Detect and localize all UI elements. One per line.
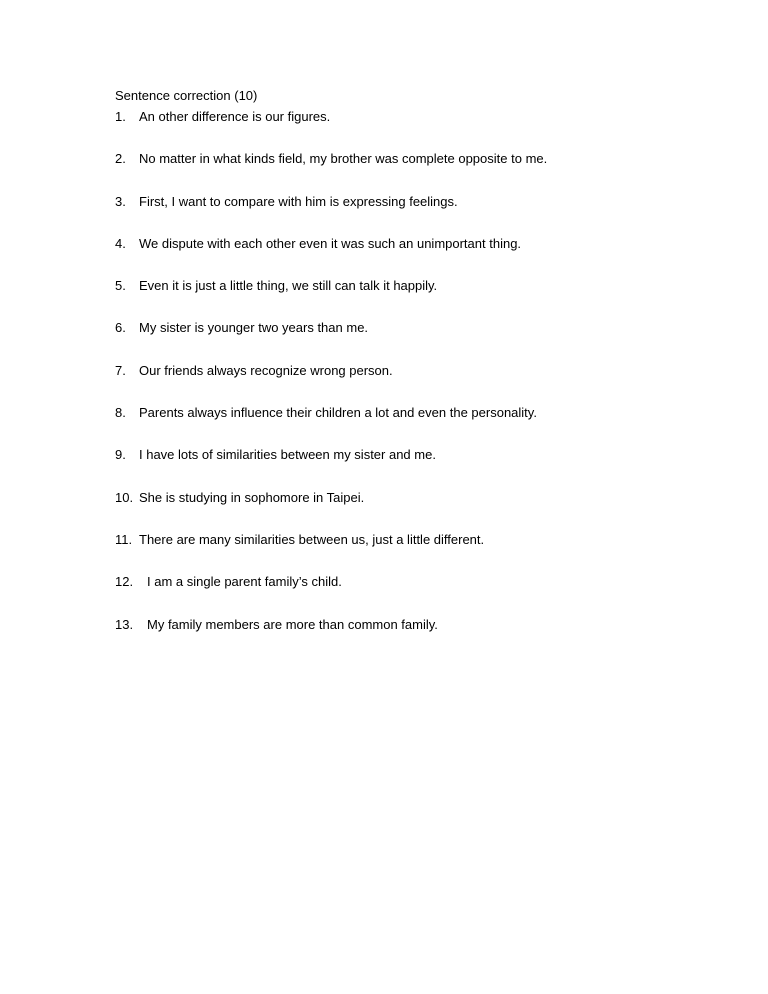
list-item [115,363,735,405]
item-text: There are many similarities between us, just a little different. [139,531,485,547]
sentence-list [115,109,735,659]
list-item [115,617,735,659]
list-item [115,278,735,320]
item-number: 7. [115,362,126,378]
section-heading: Sentence correction (10) [115,88,258,103]
item-number: 10. [115,489,134,505]
list-item [115,109,735,151]
item-text: My family members are more than common family. [147,616,438,632]
item-text: Parents always influence their children a lot and even the personality. [139,405,537,421]
item-text: Our friends always recognize wrong person. [139,362,393,378]
item-number: 1. [115,109,126,124]
list-item [115,320,735,362]
item-text: Even it is just a little thing, we still can talk it happily. [139,278,438,294]
item-text: My sister is younger two years than me. [139,320,369,336]
item-text: I am a single parent family’s child. [147,574,342,590]
item-number: 6. [115,320,126,336]
list-item [115,151,735,193]
item-number: 8. [115,405,126,421]
list-item [115,490,735,532]
item-number: 13. [115,616,134,632]
item-text: An other difference is our figures. [139,109,331,124]
item-number: 9. [115,447,126,463]
item-text: No matter in what kinds field, my brother was complete opposite to me. [139,151,548,167]
item-text: I have lots of similarities between my sister and me. [139,447,436,463]
list-item [115,405,735,447]
list-item [115,194,735,236]
list-item [115,236,735,278]
list-item [115,447,735,489]
item-number: 5. [115,278,126,294]
item-number: 12. [115,574,134,590]
item-number: 11. [115,531,133,547]
list-item [115,574,735,616]
item-text: She is studying in sophomore in Taipei. [139,489,365,505]
item-number: 3. [115,193,126,209]
item-text: First, I want to compare with him is expressing feelings. [139,193,458,209]
item-number: 4. [115,235,126,251]
list-item [115,532,735,574]
item-text: We dispute with each other even it was such an unimportant thing. [139,235,522,251]
item-number: 2. [115,151,126,167]
